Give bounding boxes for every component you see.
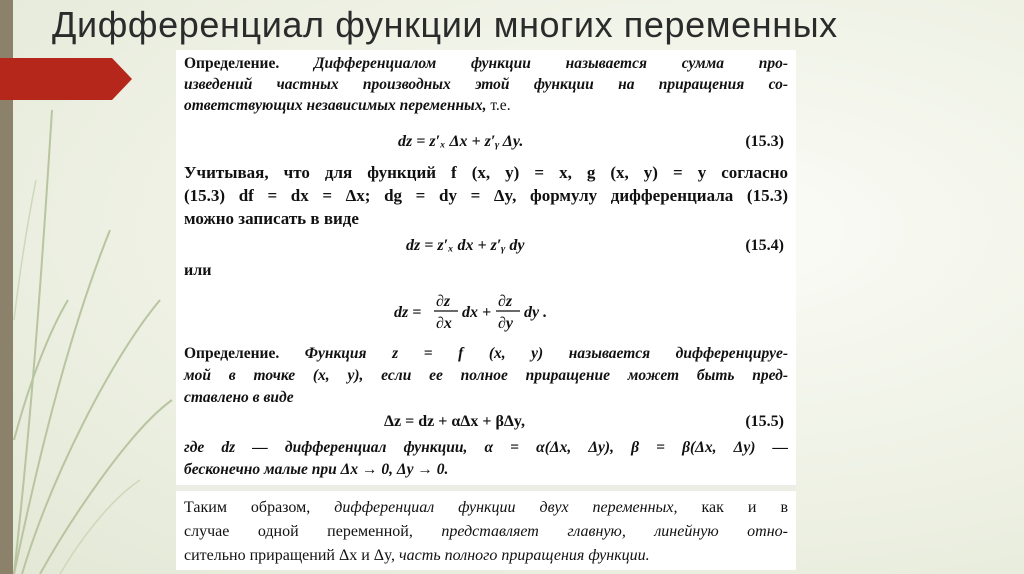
summary-line3: сительно приращений Δx и Δy, часть полного приращения функции.: [184, 547, 650, 564]
summary-line1: Таким образом, дифференциал функции двух переменных, как и в: [184, 499, 789, 516]
def1-line1: Определение. Дифференциалом функции называется сумма про-: [184, 55, 788, 72]
equation-number-15-3: (15.3): [745, 133, 784, 150]
def2-line1: Определение. Функция z = f (x, y) называется дифференцируе-: [184, 345, 789, 362]
def2-line3: ставлено в виде: [184, 389, 294, 406]
equation-15-5: Δz = dz + αΔx + βΔy,: [384, 413, 526, 430]
eq-mid: dx +: [462, 304, 492, 321]
def1-line2: изведений частных производных этой функции на приращения со-: [184, 76, 788, 93]
equation-15-3: dz = z′ₓ Δx + z′ᵧ Δy.: [398, 133, 524, 150]
def2-line2: мой в точке (x, y), если ее полное приращение может быть пред-: [184, 367, 788, 384]
equation-15-4: dz = z′ₓ dx + z′ᵧ dy: [406, 237, 525, 254]
eq-tail: dy .: [524, 304, 548, 321]
frac2-denominator: ∂y: [498, 315, 514, 332]
equation-partial-derivatives: [394, 292, 594, 332]
where-line1: где dz — дифференциал функции, α = α(Δx, Δy), β = β(Δx, Δy) —: [184, 439, 788, 456]
eq-lhs: dz =: [394, 304, 422, 321]
section-divider: [176, 485, 796, 491]
summary-line2: случае одной переменной, представляет главную, линейную отно-: [184, 523, 788, 540]
para-line3: можно записать в виде: [184, 209, 359, 228]
where-line2: бесконечно малые при Δx → 0, Δy → 0.: [184, 461, 449, 478]
equation-number-15-4: (15.4): [745, 237, 784, 254]
or-word: или: [184, 262, 212, 279]
def1-line3: ответствующих независимых переменных, т.е.: [184, 97, 511, 114]
frac1-numerator: ∂z: [436, 293, 451, 310]
para-line2: (15.3) df = dx = Δx; dg = dy = Δy, формулу дифференциала (15.3): [184, 186, 788, 205]
slide-title: Дифференциал функции многих переменных: [52, 4, 838, 45]
arrow-right-icon: [0, 58, 132, 100]
para-line1: Учитывая, что для функций f (x, y) = x, g (x, y) = y согласно: [184, 163, 788, 182]
frac2-numerator: ∂z: [498, 293, 513, 310]
equation-number-15-5: (15.5): [745, 413, 784, 430]
frac1-denominator: ∂x: [436, 315, 452, 332]
scanned-textbook-page: [176, 50, 796, 570]
